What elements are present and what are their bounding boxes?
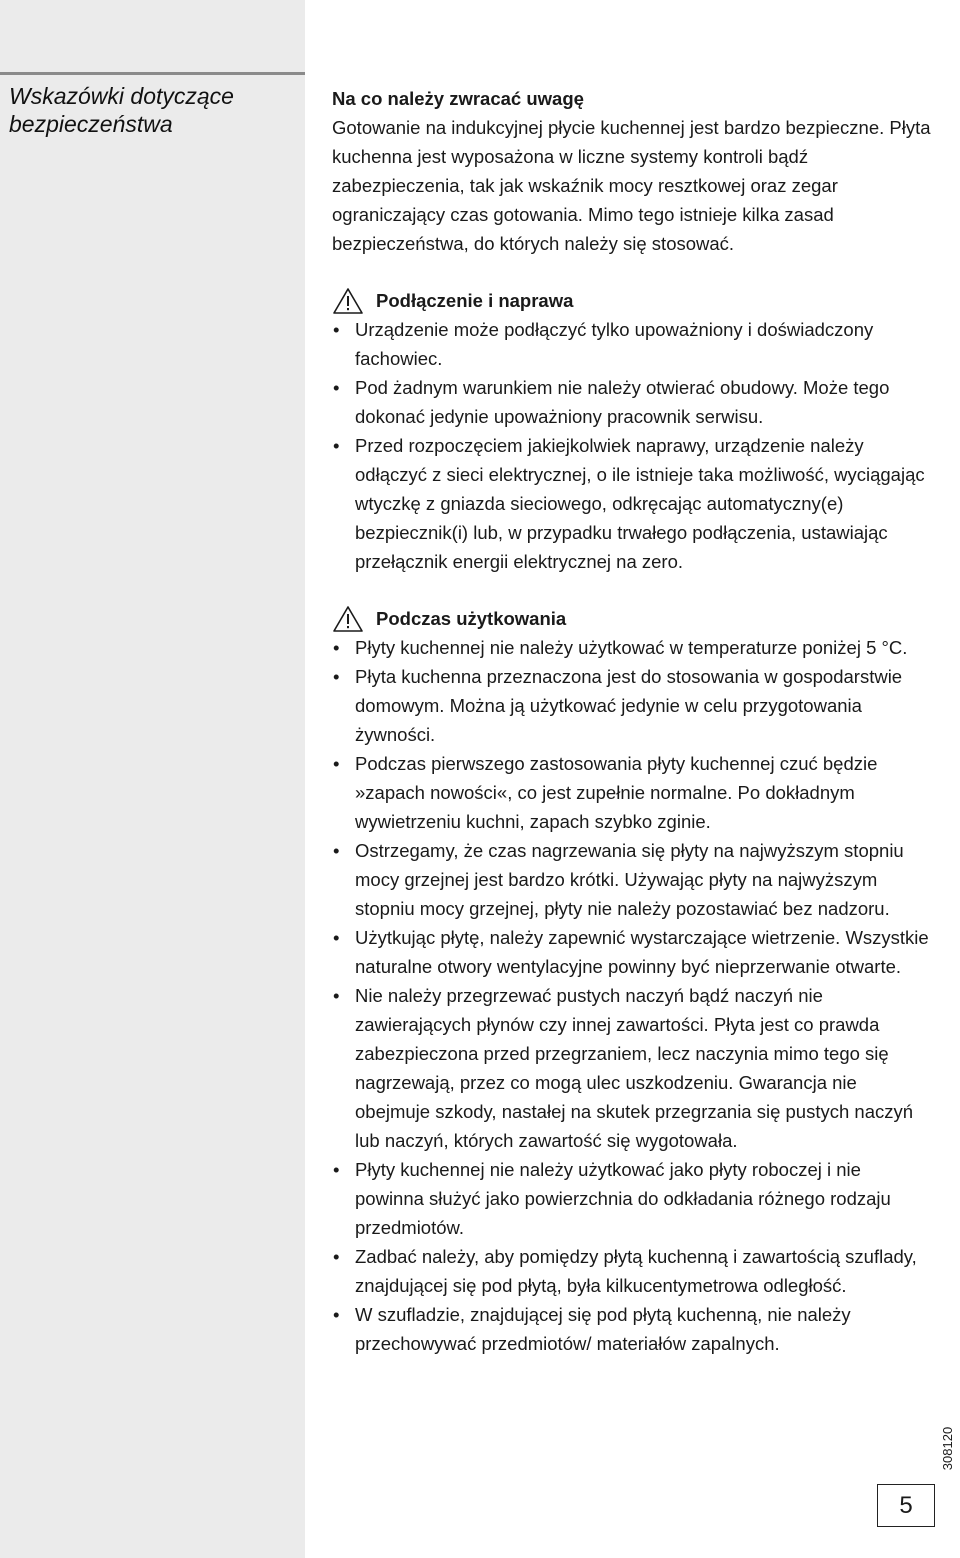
bullet-list <box>332 633 932 1358</box>
bullet-list <box>332 315 932 576</box>
page-number: 5 <box>877 1484 935 1527</box>
warning-triangle-icon <box>332 287 364 315</box>
list-item: • Nie należy przegrzewać pustych naczyń bądź naczyń nie zawierających płynów czy innej zawartości. Płyta jest co prawda zabezpieczona przed przegrzaniem, lecz naczynia mimo tego się nagrzewają, przez co mogą ulec uszkodzeniu. Gwarancja nie obejmuje szkody, nastałej na skutek przegrzania się pustych naczyń lub naczyń, których zawartość się wygotowała. <box>332 981 932 1155</box>
section-title-line-1: Wskazówki dotyczące <box>9 83 234 109</box>
section-connection-repair <box>332 286 932 576</box>
document-code <box>936 1418 960 1478</box>
list-item: • Podczas pierwszego zastosowania płyty kuchennej czuć będzie »zapach nowości«, co jest zupełnie normalne. Po dokładnym wywietrzeniu kuchni, zapach szybko zginie. <box>332 749 932 836</box>
list-item: • Płyty kuchennej nie należy użytkować w temperaturze poniżej 5 °C. <box>332 633 932 662</box>
intro-paragraph: Gotowanie na indukcyjnej płycie kuchennej jest bardzo bezpieczne. Płyta kuchenna jest wyposażona w liczne systemy kontroli bądź zabezpieczenia, tak jak wskaźnik mocy resztkowej oraz zegar ograniczający czas gotowania. Mimo tego istnieje kilka zasad bezpieczeństwa, do których należy się stosować. <box>332 117 931 254</box>
sidebar-divider <box>0 72 305 75</box>
document-code-text: 308120 <box>940 1426 956 1470</box>
section-title <box>9 82 299 138</box>
list-item: • Zadbać należy, aby pomiędzy płytą kuchenną i zawartością szuflady, znajdującej się pod płytą, była kilkucentymetrowa odległość. <box>332 1242 932 1300</box>
warning-triangle-icon <box>332 605 364 633</box>
list-item: • Ostrzegamy, że czas nagrzewania się płyty na najwyższym stopniu mocy grzejnej jest bardzo krótki. Używając płyty na najwyższym stopniu mocy grzejnej, płyty nie należy pozostawiać bez nadzoru. <box>332 836 932 923</box>
list-item: • W szufladzie, znajdującej się pod płytą kuchenną, nie należy przechowywać przedmiotów/ materiałów zapalnych. <box>332 1300 932 1358</box>
intro-heading: Na co należy zwracać uwagę <box>332 88 584 109</box>
main-content <box>332 84 932 1358</box>
section-title-line-2: bezpieczeństwa <box>9 111 173 137</box>
list-item: • Płyty kuchennej nie należy użytkować jako płyty roboczej i nie powinna służyć jako powierzchnia do odkładania różnego rodzaju przedmiotów. <box>332 1155 932 1242</box>
list-item: • Przed rozpoczęciem jakiejkolwiek naprawy, urządzenie należy odłączyć z sieci elektrycznej, o ile istnieje taka możliwość, wyciągając wtyczkę z gniazda sieciowego, odkręcając automatyczny(e) bezpiecznik(i) lub, w przypadku trwałego podłączenia, ustawiając przełącznik energii elektrycznej na zero. <box>332 431 932 576</box>
list-item: • Pod żadnym warunkiem nie należy otwierać obudowy. Może tego dokonać jedynie upoważniony pracownik serwisu. <box>332 373 932 431</box>
section-heading-text: Podłączenie i naprawa <box>376 290 574 311</box>
list-item: • Płyta kuchenna przeznaczona jest do stosowania w gospodarstwie domowym. Można ją użytkować jedynie w celu przygotowania żywności. <box>332 662 932 749</box>
section-heading-text: Podczas użytkowania <box>376 608 567 629</box>
section-during-use <box>332 604 932 1358</box>
list-item: • Urządzenie może podłączyć tylko upoważniony i doświadczony fachowiec. <box>332 315 932 373</box>
list-item: • Użytkując płytę, należy zapewnić wystarczające wietrzenie. Wszystkie naturalne otwory wentylacyjne powinny być nieprzerwanie otwarte. <box>332 923 932 981</box>
sidebar-background <box>0 0 305 1558</box>
section-heading <box>332 604 932 633</box>
section-heading <box>332 286 932 315</box>
